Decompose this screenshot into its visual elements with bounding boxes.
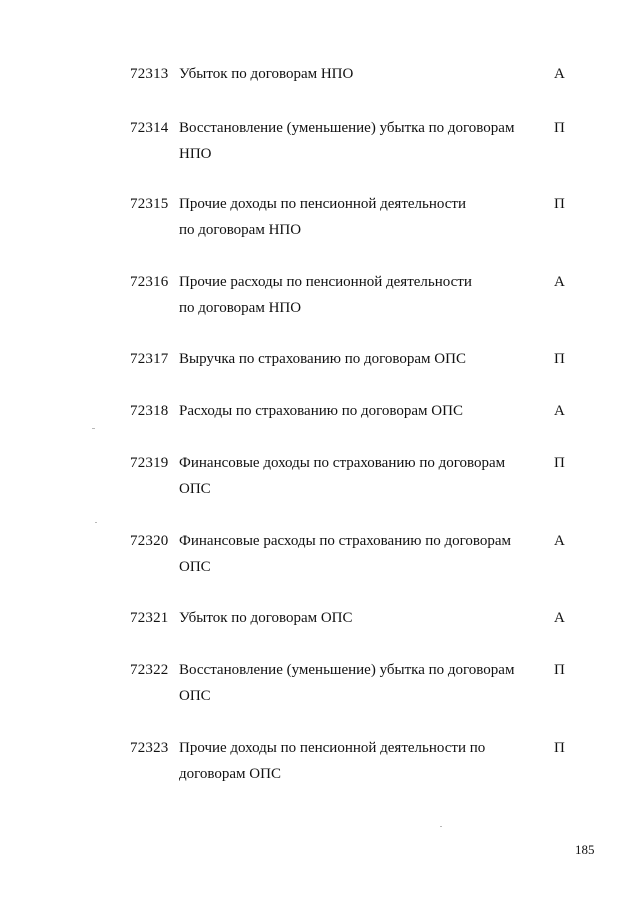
description-line: Убыток по договорам НПО	[179, 66, 354, 82]
account-type: П	[554, 662, 565, 678]
description-line: Расходы по страхованию по договорам ОПС	[179, 403, 463, 419]
account-description	[179, 605, 524, 631]
account-description	[179, 398, 524, 424]
scan-speck	[92, 428, 95, 429]
account-code: 72321	[130, 610, 169, 626]
account-type: П	[554, 740, 565, 756]
account-type: П	[554, 196, 565, 212]
description-line: Восстановление (уменьшение) убытка по договорам	[179, 662, 515, 678]
account-description	[179, 346, 524, 372]
account-code: 72319	[130, 455, 169, 471]
account-code: 72313	[130, 66, 169, 82]
account-description	[179, 657, 524, 709]
description-line: ОПС	[179, 559, 211, 575]
description-line: НПО	[179, 146, 212, 162]
account-code: 72320	[130, 533, 169, 549]
account-code: 72317	[130, 351, 169, 367]
account-description	[179, 528, 524, 580]
description-line: договорам ОПС	[179, 766, 281, 782]
description-line: Убыток по договорам ОПС	[179, 610, 353, 626]
description-line: Прочие доходы по пенсионной деятельности по	[179, 740, 486, 756]
description-line: Финансовые доходы по страхованию по договорам	[179, 455, 506, 471]
scan-speck	[440, 826, 442, 827]
description-line: Финансовые расходы по страхованию по договорам	[179, 533, 512, 549]
account-code: 72316	[130, 274, 169, 290]
account-type: П	[554, 120, 565, 136]
description-line: Восстановление (уменьшение) убытка по договорам	[179, 120, 515, 136]
account-type: П	[554, 351, 565, 367]
account-code: 72314	[130, 120, 169, 136]
account-code: 72318	[130, 403, 169, 419]
account-code: 72322	[130, 662, 169, 678]
account-description	[179, 61, 524, 87]
scan-speck	[95, 522, 97, 523]
account-code: 72315	[130, 196, 169, 212]
account-description	[179, 450, 524, 502]
account-description	[179, 115, 524, 167]
description-line: по договорам НПО	[179, 300, 302, 316]
description-line: ОПС	[179, 481, 211, 497]
account-code: 72323	[130, 740, 169, 756]
description-line: Прочие расходы по пенсионной деятельности	[179, 274, 472, 290]
account-description	[179, 191, 524, 243]
account-type: П	[554, 455, 565, 471]
description-line: по договорам НПО	[179, 222, 302, 238]
description-line: Прочие доходы по пенсионной деятельности	[179, 196, 467, 212]
account-type: А	[554, 274, 565, 290]
description-line: ОПС	[179, 688, 211, 704]
account-description	[179, 269, 524, 321]
account-type: А	[554, 533, 565, 549]
page-number: 185	[575, 842, 595, 857]
account-description	[179, 735, 524, 787]
account-type: А	[554, 610, 565, 626]
account-type: А	[554, 66, 565, 82]
account-type: А	[554, 403, 565, 419]
description-line: Выручка по страхованию по договорам ОПС	[179, 351, 466, 367]
